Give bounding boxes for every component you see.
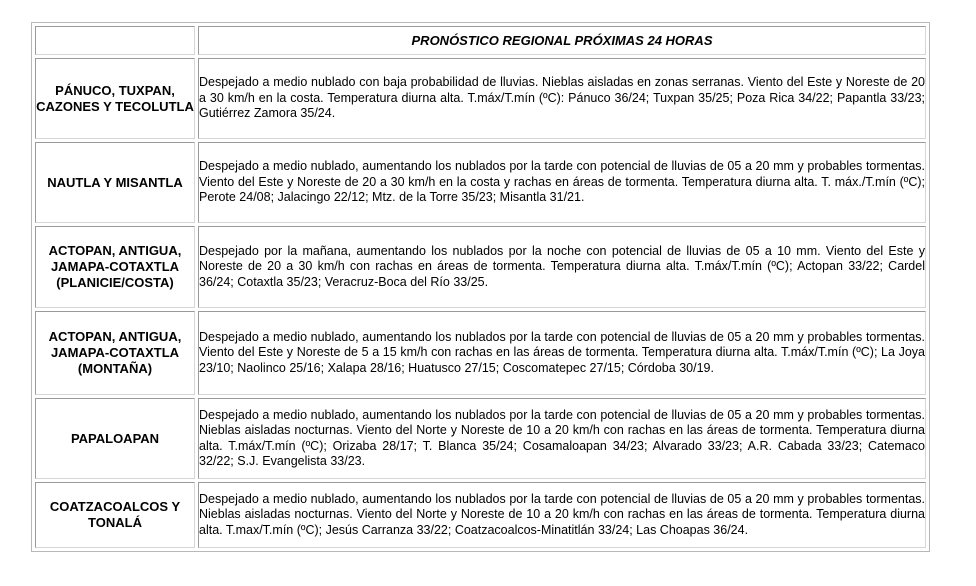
region-name: NAUTLA Y MISANTLA bbox=[35, 142, 195, 223]
region-header-cell bbox=[35, 26, 195, 55]
region-name: COATZACOALCOS Y TONALÁ bbox=[35, 482, 195, 548]
table-row bbox=[35, 226, 926, 308]
table-row bbox=[35, 482, 926, 548]
table-row bbox=[35, 142, 926, 223]
table-row bbox=[35, 311, 926, 395]
forecast-title: PRONÓSTICO REGIONAL PRÓXIMAS 24 HORAS bbox=[198, 26, 926, 55]
forecast-text: Despejado a medio nublado con baja probabilidad de lluvias. Nieblas aisladas en zonas serranas. Viento del Este y Noreste de 20 a 30 km/h en la costa. Temperatura diurna alta. T.máx/T.mín (ºC): Pánuco 36/24; Tuxpan 35/25; Poza Rica 34/22; Papantla 33/23; Gutiérrez Zamora 35/24. bbox=[198, 58, 926, 139]
regional-forecast-table bbox=[31, 22, 930, 552]
region-name: ACTOPAN, ANTIGUA, JAMAPA-COTAXTLA (MONTAÑA) bbox=[35, 311, 195, 395]
forecast-text: Despejado a medio nublado, aumentando los nublados por la tarde con potencial de lluvias de 05 a 20 mm y probables tormentas. Viento del Este y Noreste de 20 a 30 km/h en la costa y rachas en áreas de tormenta. Temperatura diurna alta. T. máx./T.mín (ºC); Perote 24/08; Jalacingo 22/12; Mtz. de la Torre 35/23; Misantla 31/21. bbox=[198, 142, 926, 223]
region-name: PÁNUCO, TUXPAN, CAZONES Y TECOLUTLA bbox=[35, 58, 195, 139]
forecast-text: Despejado a medio nublado, aumentando los nublados por la tarde con potencial de lluvias de 05 a 20 mm y probables tormentas. Nieblas aisladas nocturnas. Viento del Norte y Noreste de 10 a 20 km/h con rachas en las áreas de tormenta. Temperatura diurna alta. T.max/T.mín (ºC); Jesús Carranza 33/22; Coatzacoalcos-Minatitlán 33/24; Las Choapas 36/24. bbox=[198, 482, 926, 548]
table-row bbox=[35, 58, 926, 139]
forecast-text: Despejado por la mañana, aumentando los nublados por la noche con potencial de lluvias de 05 a 10 mm. Viento del Este y Noreste de 20 a 30 km/h con rachas en áreas de tormenta. Temperatura diurna alta. T.máx/T.mín (ºC); Actopan 33/22; Cardel 36/24; Cotaxtla 35/23; Veracruz-Boca del Río 33/25. bbox=[198, 226, 926, 308]
forecast-text: Despejado a medio nublado, aumentando los nublados por la tarde con potencial de lluvias de 05 a 20 mm y probables tormentas. Viento del Este y Noreste de 5 a 15 km/h con rachas en las áreas de tormenta. Temperatura diurna alta. T.máx/T.mín (ºC); La Joya 23/10; Naolinco 25/16; Xalapa 28/16; Huatusco 27/15; Coscomatepec 27/15; Córdoba 30/19. bbox=[198, 311, 926, 395]
table-row bbox=[35, 398, 926, 479]
region-name: PAPALOAPAN bbox=[35, 398, 195, 479]
table-header-row bbox=[35, 26, 926, 55]
region-name: ACTOPAN, ANTIGUA, JAMAPA-COTAXTLA (PLANICIE/COSTA) bbox=[35, 226, 195, 308]
forecast-text: Despejado a medio nublado, aumentando los nublados por la tarde con potencial de lluvias de 05 a 20 mm y probables tormentas. Nieblas aisladas nocturnas. Viento del Norte y Noreste de 10 a 20 km/h con rachas en las áreas de tormenta. Temperatura diurna alta. T.máx/T.mín (ºC); Orizaba 28/17; T. Blanca 35/24; Cosamaloapan 34/23; Alvarado 33/23; A.R. Cabada 33/23; Catemaco 32/22; S.J. Evangelista 33/23. bbox=[198, 398, 926, 479]
